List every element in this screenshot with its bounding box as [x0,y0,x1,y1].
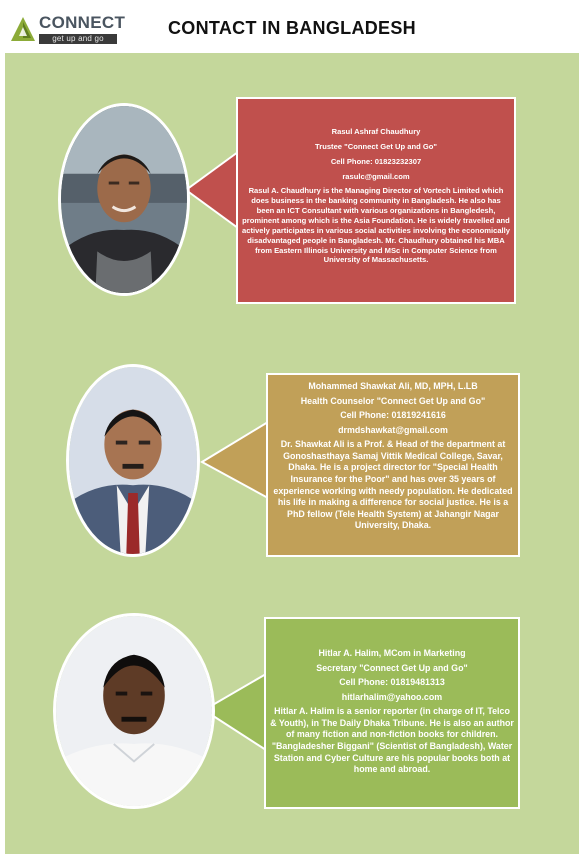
contact-phone: Cell Phone: 01819241616 [340,410,446,421]
contact-email[interactable]: drmdshawkat@gmail.com [338,424,448,435]
contact-email[interactable]: rasulc@gmail.com [342,171,410,181]
contact-name: Hitlar A. Halim, MCom in Marketing [318,648,466,658]
contact-card-1 [236,97,516,304]
portrait-photo-2 [66,364,200,557]
contact-phone: Cell Phone: 01823232307 [330,156,422,166]
contact-role: Health Counselor "Connect Get Up and Go" [300,395,486,406]
contact-card-3 [264,617,520,809]
logo-tagline: get up and go [39,34,117,44]
connect-logo[interactable] [10,13,126,46]
contact-bio: Dr. Shawkat Ali is a Prof. & Head of the department at Gonoshasthaya Samaj Vittik Medical College, Savar, Dhaka. He is a project director for "Special Health Insurance for the Poor" and has over 35 years of experience working with needy population. He dedicated his life in making a difference for social justice. He is a PhD fellow (Tele Health System) at Jahangir Nagar University, Dhaka. [273,439,513,531]
contact-email[interactable]: hitlarhalim@yahoo.com [341,691,443,702]
contact-bio: Rasul A. Chaudhury is the Managing Director of Vortech Limited which does business in the banking community in Bangladesh. He also has been an ICT Consultant with various organizations in Bangledesh, prominent among which is the Asia Foundation. He is widely travelled and actively participates in various social activities involving the economically disadvantaged people in Bangladesh. Mr. Chaudhury obtained his MBA from Eastern Illinois University and MSc in Computer Science from University of Massachusetts. [242,186,510,265]
contact-name: Rasul Ashraf Chaudhury [331,127,421,136]
logo-wordmark: CONNECT [39,13,126,32]
contact-role: Secretary "Connect Get Up and Go" [316,662,468,673]
portrait-photo-1 [58,103,190,296]
header [0,0,582,52]
card-2-pointer [198,420,270,500]
contact-phone: Cell Phone: 01819481313 [339,677,445,688]
contact-card-2 [266,373,520,557]
portrait-photo-3 [53,613,215,809]
contact-role: Trustee "Connect Get Up and Go" [315,141,437,151]
page-title: CONTACT IN BANGLADESH [168,18,416,38]
contact-name: Mohammed Shawkat Ali, MD, MPH, L.LB [308,381,478,391]
triangle-logo-icon [10,16,36,42]
contact-bio: Hitlar A. Halim is a senior reporter (in charge of IT, Telco & Youth), in The Daily Dhaka Tribune. He is also an author of many fiction and non-fiction books for children. "Bangladesher Biggani" (Scientist of Bangladesh), Water Station and Cyber Culture are his popular books both at home and abroad. [270,706,514,775]
